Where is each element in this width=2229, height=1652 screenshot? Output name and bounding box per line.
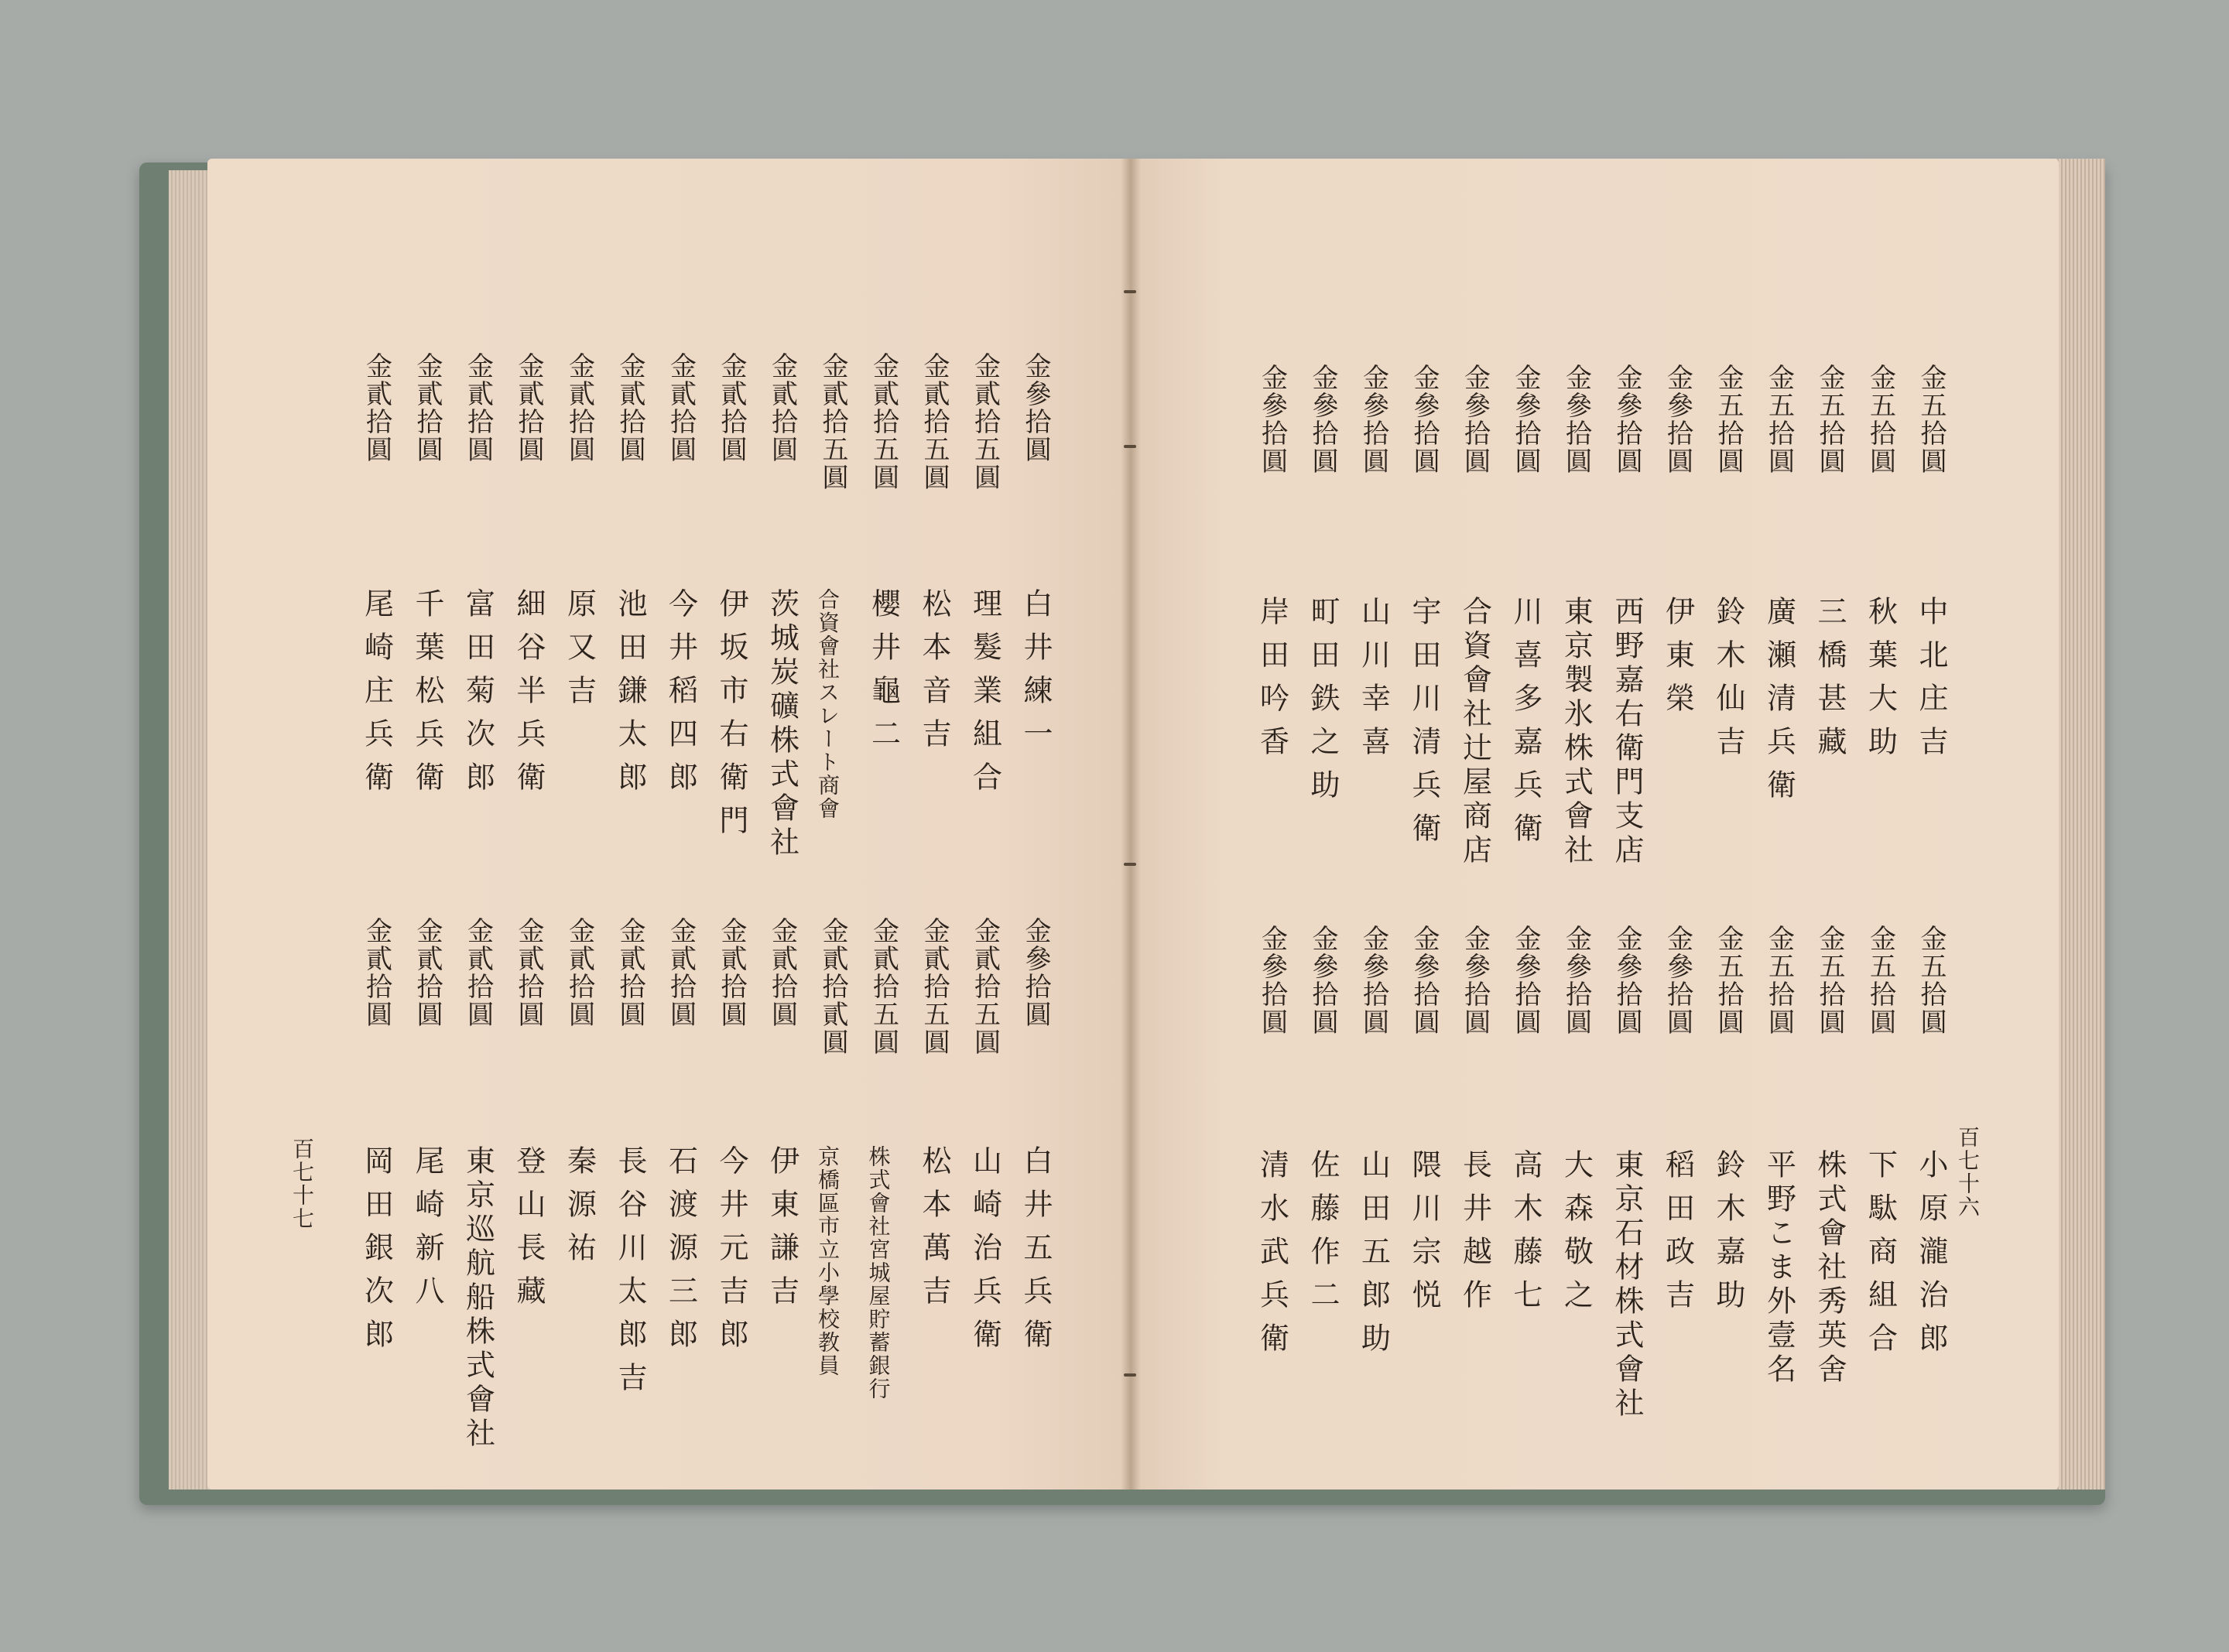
donation-amount: 金貳拾圓 <box>412 352 443 463</box>
donation-amount: 金五拾圓 <box>1814 925 1845 1036</box>
donation-amount: 金貳拾圓 <box>513 352 544 463</box>
donor-name: 鈴木嘉助 <box>1711 1149 1745 1322</box>
binding-stitch <box>1124 1373 1136 1377</box>
gutter <box>1121 159 1141 1490</box>
donor-name: 登山長藏 <box>512 1145 546 1319</box>
donation-amount: 金五拾圓 <box>1864 364 1896 475</box>
donation-amount: 金貳拾圓 <box>462 917 494 1028</box>
binding-stitch <box>1124 863 1136 866</box>
donation-amount: 金貳拾圓 <box>361 917 392 1028</box>
donation-amount: 金貳拾貳圓 <box>817 917 848 1056</box>
donor-name: 下駄商組合 <box>1863 1149 1898 1366</box>
donor-name: 三橋甚藏 <box>1813 596 1847 769</box>
page-number-left: 百七十七 <box>289 1137 315 1230</box>
donor-name: 山田五郎助 <box>1356 1149 1391 1366</box>
donation-amount: 金參拾圓 <box>1459 925 1491 1036</box>
donation-amount: 金五拾圓 <box>1763 364 1795 475</box>
donation-amount: 金參拾圓 <box>1409 925 1440 1036</box>
donor-name: 大森敬之 <box>1559 1149 1594 1322</box>
donor-name: 山川幸喜 <box>1356 596 1391 769</box>
donation-amount: 金參拾圓 <box>1358 925 1389 1036</box>
donation-amount: 金貳拾五圓 <box>919 352 950 491</box>
binding-stitch <box>1124 445 1136 448</box>
donation-amount: 金參拾圓 <box>1358 364 1389 475</box>
donor-name: 千葉松兵衛 <box>410 588 444 805</box>
donation-amount: 金五拾圓 <box>1763 925 1795 1036</box>
donation-amount: 金五拾圓 <box>1713 925 1744 1036</box>
donor-name: 白井五兵衛 <box>1019 1145 1053 1362</box>
donation-amount: 金貳拾圓 <box>615 352 645 463</box>
donor-name: 株式會社宮城屋貯蓄銀行 <box>865 1145 892 1401</box>
donor-name: 宇田川清兵衛 <box>1407 596 1441 856</box>
donation-amount: 金貳拾五圓 <box>817 352 848 491</box>
donor-name: 小原瀧治郎 <box>1914 1149 1948 1366</box>
donor-name: 東京製氷株式會社 <box>1559 596 1594 868</box>
donation-amount: 金參拾圓 <box>1256 925 1288 1036</box>
donation-amount: 金貳拾圓 <box>716 352 747 463</box>
donor-name: 岡田銀次郎 <box>359 1145 394 1362</box>
donor-name: 石渡源三郎 <box>663 1145 698 1362</box>
donor-name: 合資會社辻屋商店 <box>1457 596 1492 868</box>
donor-name: 山崎治兵衛 <box>967 1145 1002 1362</box>
donation-amount: 金貳拾五圓 <box>919 917 950 1056</box>
donation-amount: 金參拾圓 <box>1560 364 1592 475</box>
donation-amount: 金參拾圓 <box>1256 364 1288 475</box>
donor-name: 理髮業組合 <box>967 588 1002 805</box>
donation-amount: 金貳拾圓 <box>563 917 595 1028</box>
donor-name: 今井稻四郎 <box>663 588 698 805</box>
donor-name: 伊東榮 <box>1660 596 1695 726</box>
donor-name: 株式會社秀英舍 <box>1813 1149 1847 1387</box>
donation-amount: 金五拾圓 <box>1713 364 1744 475</box>
donor-name: 松本音吉 <box>917 588 951 761</box>
page-number-right: 百七十六 <box>1955 1126 1981 1219</box>
donor-name: 京橋區市立小學校教員 <box>815 1145 841 1377</box>
donor-name: 鈴木仙吉 <box>1711 596 1745 769</box>
donation-amount: 金參拾圓 <box>1510 364 1541 475</box>
donor-name: 松本萬吉 <box>917 1145 951 1319</box>
donation-amount: 金貳拾圓 <box>766 352 798 463</box>
donor-name: 清水武兵衛 <box>1255 1149 1289 1366</box>
donor-name: 尾崎庄兵衛 <box>359 588 394 805</box>
donor-name: 合資會社スレート商會 <box>815 588 841 820</box>
donor-name: 秦源祐 <box>562 1145 597 1275</box>
donation-amount: 金貳拾圓 <box>766 917 798 1028</box>
donor-name: 西野嘉右衛門支店 <box>1610 596 1644 868</box>
donor-name: 廣瀬清兵衛 <box>1762 596 1796 812</box>
donor-name: 伊東謙吉 <box>765 1145 799 1319</box>
donation-amount: 金五拾圓 <box>1916 925 1947 1036</box>
donor-name: 東京巡航船株式會社 <box>461 1145 495 1452</box>
donation-amount: 金貳拾五圓 <box>868 352 899 491</box>
donation-amount: 金五拾圓 <box>1864 925 1896 1036</box>
binding-stitch <box>1124 290 1136 293</box>
donation-amount: 金參拾圓 <box>1611 364 1642 475</box>
donor-name: 高木藤七 <box>1508 1149 1542 1322</box>
donation-amount: 金參拾圓 <box>1307 925 1338 1036</box>
donation-amount: 金參拾圓 <box>1307 364 1338 475</box>
donation-amount: 金貳拾圓 <box>563 352 595 463</box>
donor-name: 稻田政吉 <box>1660 1149 1695 1322</box>
donation-amount: 金貳拾圓 <box>462 352 494 463</box>
donation-amount: 金貳拾五圓 <box>969 352 1001 491</box>
donation-amount: 金貳拾五圓 <box>868 917 899 1056</box>
donation-amount: 金參拾圓 <box>1611 925 1642 1036</box>
donor-name: 川喜多嘉兵衛 <box>1508 596 1542 856</box>
donation-amount: 金參拾圓 <box>1409 364 1440 475</box>
donor-name: 白井練一 <box>1019 588 1053 761</box>
donor-name: 今井元吉郎 <box>714 1145 748 1362</box>
donor-name: 秋葉大助 <box>1863 596 1898 769</box>
donation-amount: 金貳拾圓 <box>665 917 697 1028</box>
donation-amount: 金參拾圓 <box>1560 925 1592 1036</box>
donation-amount: 金貳拾圓 <box>716 917 747 1028</box>
donor-name: 池田鎌太郎 <box>613 588 647 805</box>
donation-amount: 金貳拾圓 <box>412 917 443 1028</box>
donor-name: 東京石材株式會社 <box>1610 1149 1644 1421</box>
donor-name: 平野こま外壹名 <box>1762 1149 1796 1387</box>
donor-name: 茨城炭礦株式會社 <box>765 588 799 860</box>
donor-name: 岸田吟香 <box>1255 596 1289 769</box>
donation-amount: 金貳拾圓 <box>665 352 697 463</box>
donation-amount: 金貳拾圓 <box>513 917 544 1028</box>
donor-name: 佐藤作二 <box>1306 1149 1340 1322</box>
donation-amount: 金五拾圓 <box>1916 364 1947 475</box>
donation-amount: 金貳拾圓 <box>361 352 392 463</box>
donation-amount: 金參拾圓 <box>1510 925 1541 1036</box>
donor-name: 伊坂市右衛門 <box>714 588 748 848</box>
donor-name: 尾崎新八 <box>410 1145 444 1319</box>
donor-name: 長井越作 <box>1457 1149 1492 1322</box>
donation-amount: 金參拾圓 <box>1459 364 1491 475</box>
donation-amount: 金貳拾五圓 <box>969 917 1001 1056</box>
donor-name: 隈川宗悦 <box>1407 1149 1441 1322</box>
donor-name: 富田菊次郎 <box>461 588 495 805</box>
donation-amount: 金五拾圓 <box>1814 364 1845 475</box>
donation-amount: 金參拾圓 <box>1020 917 1051 1028</box>
donation-amount: 金參拾圓 <box>1662 925 1693 1036</box>
donation-amount: 金貳拾圓 <box>615 917 645 1028</box>
donor-name: 中北庄吉 <box>1914 596 1948 769</box>
donor-name: 櫻井龜二 <box>866 588 901 761</box>
donation-amount: 金參拾圓 <box>1662 364 1693 475</box>
donation-amount: 金參拾圓 <box>1020 352 1051 463</box>
donor-name: 町田鉄之助 <box>1306 596 1340 812</box>
donor-name: 長谷川太郎吉 <box>613 1145 647 1405</box>
donor-name: 原又吉 <box>562 588 597 718</box>
donor-name: 細谷半兵衛 <box>512 588 546 805</box>
